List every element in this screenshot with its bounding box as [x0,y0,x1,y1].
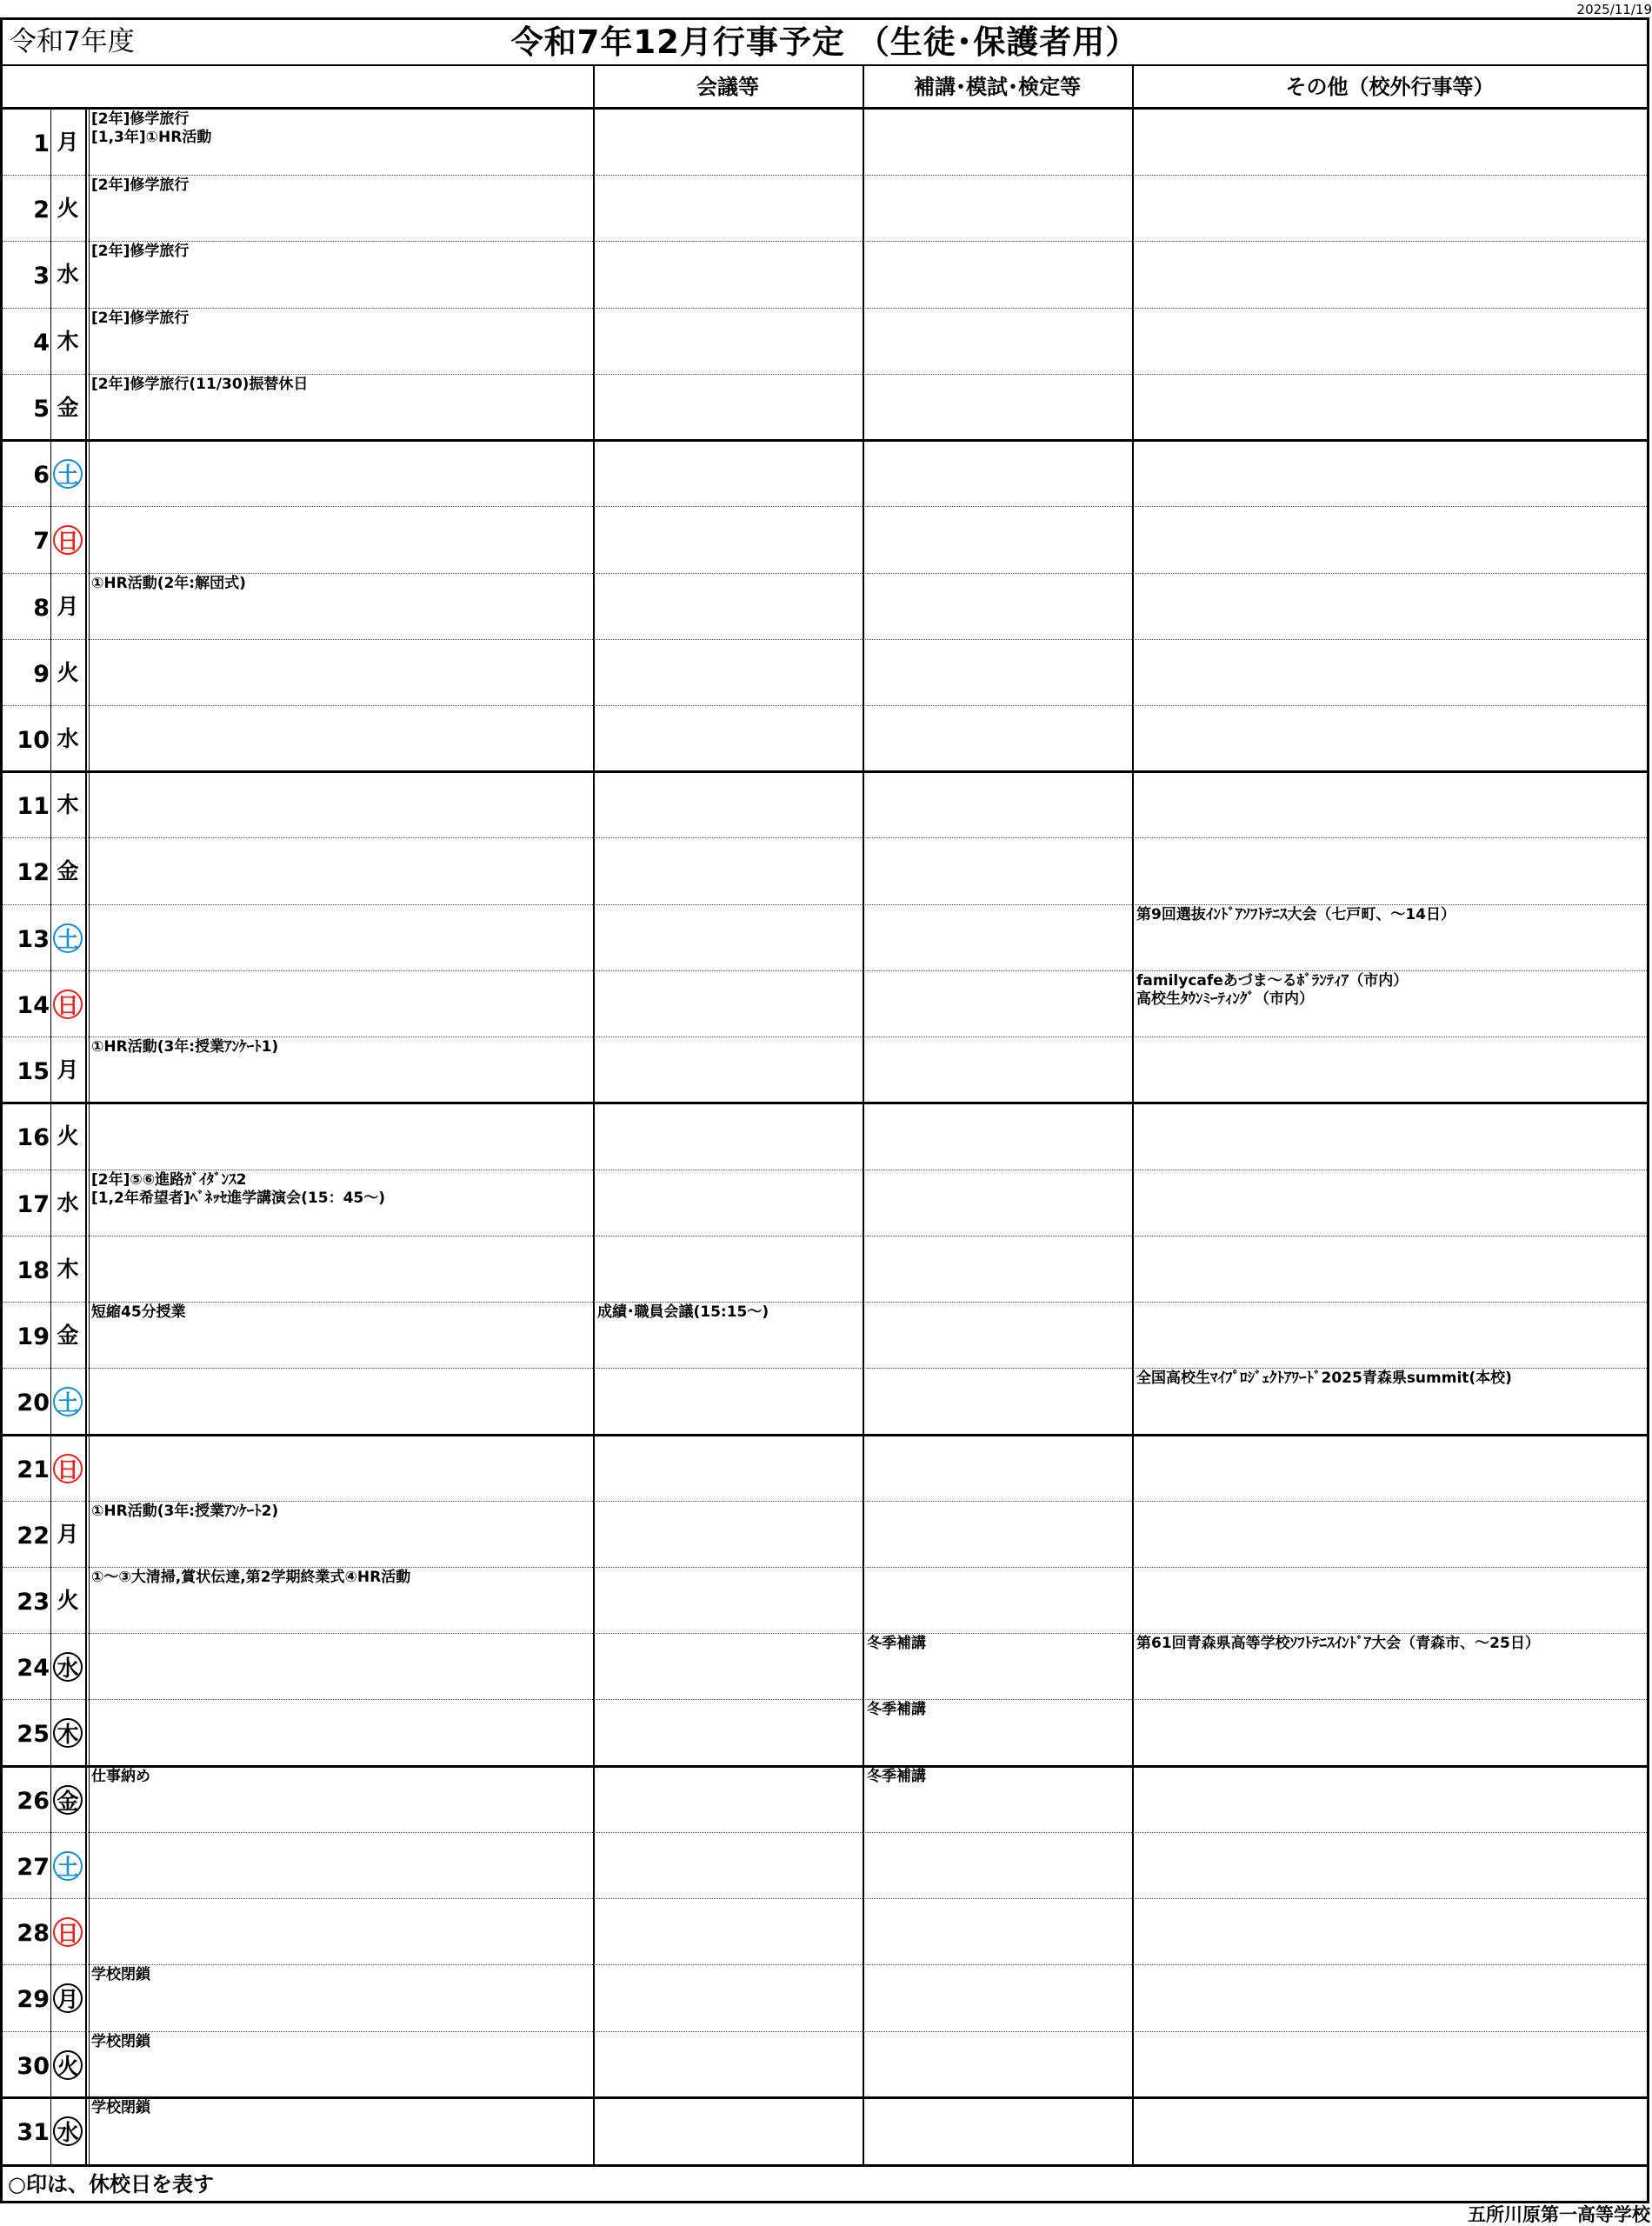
header-meetings: 会議等 [696,75,759,99]
weekday-label: 水 [57,1190,79,1216]
day-number: 29 [17,1986,50,2014]
day-row [3,241,1647,307]
header-supplementary: 補講･模試･検定等 [914,75,1081,99]
day-number: 17 [17,1190,50,1218]
weekday-label: 火 [57,1587,79,1613]
day-number: 14 [17,991,50,1019]
day-row [3,573,1647,639]
day-number: 6 [33,462,50,490]
holiday-weekday-mark: 日 [53,525,83,555]
day-row [3,1435,1647,1501]
weekday-label: 木 [57,1256,79,1282]
day-row [3,506,1647,572]
print-date: 2025/11/19 [1576,2,1652,17]
page-title: 令和7年12月行事予定 （生徒･保護者用） [510,23,1139,61]
day-row [3,374,1647,440]
day-number: 15 [17,1058,50,1086]
weekday-label: 金 [57,1323,79,1349]
day-row [3,639,1647,705]
holiday-weekday-mark: 土 [53,459,83,489]
day-number: 21 [17,1456,50,1483]
title-row [3,20,1647,66]
schedule-sheet [0,17,1649,2203]
day-row [3,970,1647,1036]
day-row [3,1236,1647,1302]
calendar-rows [3,109,1647,2163]
event-other: 全国高校生ﾏｲﾌﾟﾛｼﾞｪｸﾄｱﾜｰﾄﾞ2025青森県summit(本校) [1136,1370,1512,1388]
event-main: [2年]修学旅行 [91,243,190,261]
day-row [3,175,1647,241]
day-number: 13 [17,925,50,953]
day-row [3,1302,1647,1368]
day-number: 8 [33,594,50,622]
day-row [3,1898,1647,1964]
day-number: 10 [17,727,50,755]
day-number: 16 [17,1124,50,1152]
day-number: 4 [33,329,50,357]
holiday-weekday-mark: 火 [53,2050,83,2080]
day-row [3,904,1647,970]
day-number: 5 [33,395,50,423]
event-supplementary: 冬季補講 [867,1767,926,1785]
day-row [3,1964,1647,2030]
day-row [3,308,1647,374]
event-main: 学校閉鎖 [91,1966,150,1984]
day-row [3,837,1647,903]
event-other: 第61回青森県高等学校ｿﾌﾄﾃﾆｽｲﾝﾄﾞｱ大会（青森市、～25日） [1136,1635,1540,1653]
weekday-label: 水 [57,726,79,752]
event-main: [2年]⑤⑥進路ｶﾞｲﾀﾞﾝｽ2 [1,2年希望者]ﾍﾞﾈｯｾ進学講演会(15：45～) [91,1170,386,1207]
event-main: [2年]修学旅行 [1,3年]①HR活動 [91,110,212,146]
event-main: ①HR活動(2年:解団式) [91,574,246,592]
footer-row [3,2164,1647,2203]
day-number: 30 [17,2052,50,2080]
day-row [3,1368,1647,1434]
day-row [3,109,1647,175]
day-number: 11 [17,793,50,821]
event-main: 学校閉鎖 [91,2032,150,2050]
weekday-label: 火 [57,1123,79,1150]
day-row [3,1766,1647,1832]
weekday-label: 金 [57,394,79,420]
weekday-label: 月 [57,1057,79,1083]
day-row [3,440,1647,506]
column-header-row [3,66,1647,109]
event-main: 学校閉鎖 [91,2098,150,2116]
event-main: ①～③大清掃,賞状伝達,第2学期終業式④HR活動 [91,1568,411,1586]
event-main: [2年]修学旅行 [91,177,190,195]
day-number: 27 [17,1853,50,1881]
day-number: 20 [17,1390,50,1417]
holiday-weekday-mark: 水 [53,1652,83,1682]
event-main: [2年]修学旅行 [91,309,190,327]
weekday-label: 火 [57,659,79,685]
footer-note: ○印は、休校日を表す [8,2172,214,2196]
weekday-label: 木 [57,328,79,354]
holiday-weekday-mark: 日 [53,1454,83,1483]
event-other: familycafeあづま～るﾎﾞﾗﾝﾃｨｱ（市内） 高校生ﾀｳﾝﾐｰﾃｨﾝｸﾞ（市内） [1136,971,1409,1008]
weekday-label: 月 [57,593,79,619]
day-number: 3 [33,263,50,290]
day-row [3,1103,1647,1169]
day-number: 18 [17,1256,50,1284]
day-row [3,1699,1647,1765]
weekday-label: 月 [57,130,79,155]
holiday-weekday-mark: 月 [53,1983,83,2013]
day-row [3,2097,1647,2163]
day-number: 2 [33,197,50,224]
holiday-weekday-mark: 土 [53,923,83,953]
day-row [3,1567,1647,1633]
day-row [3,705,1647,771]
day-number: 24 [17,1655,50,1683]
day-number: 7 [33,528,50,556]
event-main: 仕事納め [91,1767,150,1785]
day-row [3,2031,1647,2097]
event-meeting: 成績･職員会議(15:15～) [597,1303,769,1322]
day-number: 23 [17,1588,50,1616]
holiday-weekday-mark: 土 [53,1851,83,1881]
weekday-label: 木 [57,792,79,818]
event-main: ①HR活動(3年:授業ｱﾝｹｰﾄ2) [91,1502,279,1520]
fiscal-year-label: 令和7年度 [10,26,135,57]
day-row [3,771,1647,837]
weekday-label: 水 [57,262,79,288]
event-main: 短縮45分授業 [91,1303,186,1322]
school-name: 五所川原第一高等学校 [1468,2204,1650,2225]
event-supplementary: 冬季補講 [867,1701,926,1719]
holiday-weekday-mark: 土 [53,1387,83,1416]
day-number: 12 [17,859,50,887]
event-supplementary: 冬季補講 [867,1635,926,1653]
day-number: 26 [17,1787,50,1815]
holiday-weekday-mark: 金 [53,1785,83,1815]
holiday-weekday-mark: 日 [53,990,83,1019]
holiday-weekday-mark: 日 [53,1917,83,1947]
day-row [3,1170,1647,1236]
day-number: 25 [17,1721,50,1749]
weekday-label: 金 [57,858,79,884]
day-row [3,1832,1647,1898]
day-number: 1 [33,130,50,157]
holiday-weekday-mark: 水 [53,2116,83,2146]
day-row [3,1633,1647,1699]
day-number: 9 [33,660,50,688]
weekday-label: 月 [57,1521,79,1547]
header-other: その他（校外行事等） [1285,75,1495,99]
day-number: 28 [17,1920,50,1948]
event-main: [2年]修学旅行(11/30)振替休日 [91,375,309,393]
day-number: 31 [17,2118,50,2146]
event-main: ①HR活動(3年:授業ｱﾝｹｰﾄ1) [91,1038,279,1056]
day-number: 22 [17,1522,50,1550]
day-number: 19 [17,1323,50,1351]
day-row [3,1501,1647,1567]
holiday-weekday-mark: 木 [53,1718,83,1748]
weekday-label: 火 [57,196,79,222]
day-row [3,1036,1647,1103]
event-other: 第9回選抜ｲﾝﾄﾞｱｿﾌﾄﾃﾆｽ大会（七戸町、～14日） [1136,905,1455,923]
